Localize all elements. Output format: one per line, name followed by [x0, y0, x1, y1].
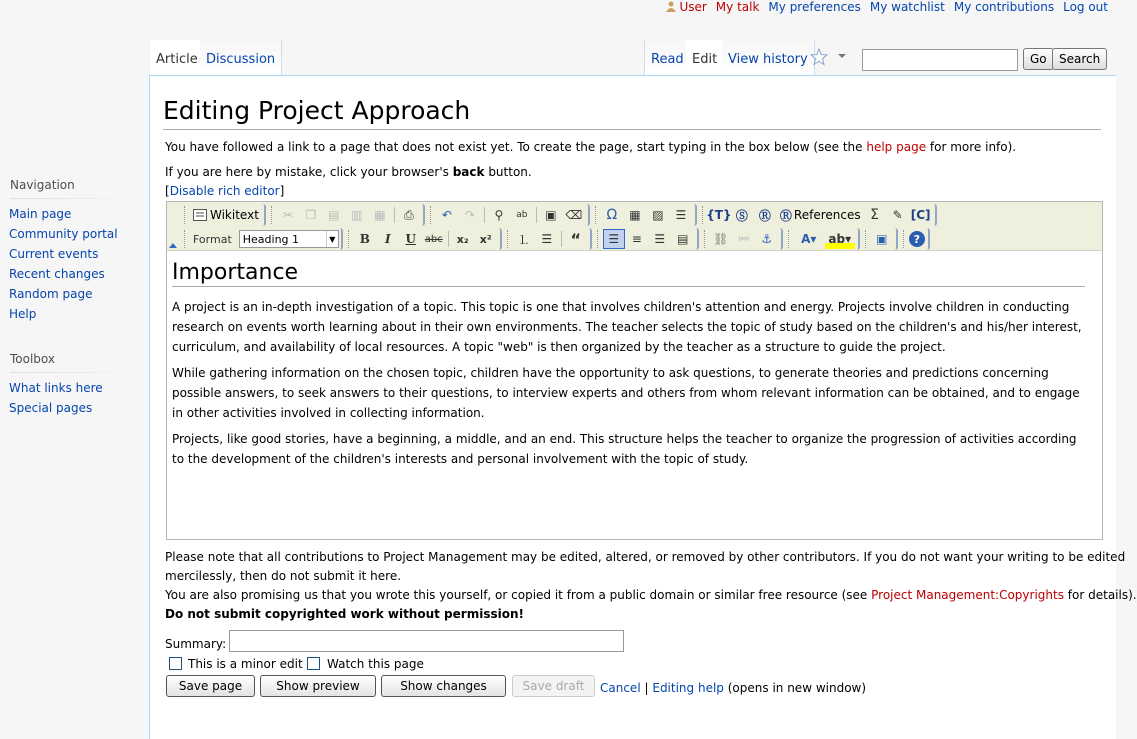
references-icon: Ⓡ [779, 208, 792, 223]
contribution-note-2: mercilessly, then do not submit it here. [165, 569, 402, 583]
personal-tools [666, 0, 1108, 16]
special-tag-icon[interactable]: ✎ [892, 208, 903, 222]
sidebar-item-community-portal[interactable]: Community portal [9, 227, 118, 241]
maximize-icon[interactable]: ▣ [876, 232, 888, 246]
summary-input[interactable] [229, 630, 624, 652]
toolbox-list [9, 378, 103, 418]
editing-help-link[interactable]: Editing help [652, 681, 724, 695]
editor-paragraph: A project is an in-depth investigation of a topic. This topic is one that involves children's attention and energy. Projects involve children in conducting research on events worth learning about in their own environments. The teacher selects the topic of study based on the children's and his/her interest, curriculum, and availability of local resources. A topic "web" is then organized by the teacher as a structure to guide the project. [172, 300, 1082, 354]
rich-editor-toggle: [Disable rich editor] [165, 184, 285, 198]
copyrights-link[interactable]: Project Management:Copyrights [871, 588, 1064, 602]
sidebar-item-special-pages[interactable]: Special pages [9, 401, 93, 415]
watch-star-icon[interactable] [810, 48, 828, 66]
sidebar [0, 36, 150, 739]
navigation-divider [10, 198, 140, 199]
subscript-icon[interactable]: x₂ [456, 232, 469, 246]
minor-edit-label[interactable]: This is a minor edit [188, 657, 303, 671]
user-link[interactable]: User [666, 0, 706, 16]
toolbar-grip [595, 206, 598, 224]
save-page-button[interactable]: Save page [166, 675, 255, 697]
chevron-down-icon: ▼ [326, 231, 338, 247]
mistake-text: If you are here by mistake, click your browser's back button. [165, 165, 532, 179]
blockquote-icon[interactable]: “ [570, 229, 582, 249]
category-icon[interactable]: [C] [910, 208, 931, 222]
special-char-icon[interactable]: Ω [606, 207, 618, 223]
text-color-icon[interactable]: A▾ [801, 232, 817, 246]
sidebar-item-current-events[interactable]: Current events [9, 247, 99, 261]
math-icon[interactable]: Σ [870, 207, 880, 223]
copyright-note: You are also promising us that you wrote this yourself, or copied it from a public domain or similar free resource (see Project Management:Copyrights for details). [165, 588, 1137, 602]
show-preview-button[interactable]: Show preview [260, 675, 376, 697]
go-button[interactable]: Go [1023, 48, 1054, 70]
toolbar-group-undo [436, 204, 590, 226]
align-justify-icon[interactable]: ▤ [677, 232, 689, 246]
toolbar-group-insert [601, 204, 697, 226]
image-icon[interactable]: ▨ [652, 208, 664, 222]
help-page-link[interactable]: help page [866, 140, 927, 154]
heading-divider [172, 286, 1085, 287]
toolbar-group-colors [794, 228, 860, 250]
underline-icon[interactable]: U [405, 232, 416, 246]
background-color-icon[interactable]: ab▾ [825, 229, 855, 249]
toolbox-divider [10, 372, 140, 373]
toolbar-group-source [190, 204, 266, 226]
toolbar-grip [597, 230, 600, 248]
signature-icon[interactable]: Ⓢ [735, 208, 748, 223]
align-center-icon[interactable]: ≡ [631, 232, 642, 246]
toolbar-grip [348, 230, 351, 248]
find-icon[interactable]: ⚲ [494, 208, 504, 222]
toolbar-grip [704, 230, 707, 248]
sidebar-item-recent-changes[interactable]: Recent changes [9, 267, 105, 281]
align-left-icon[interactable]: ☰ [603, 229, 625, 249]
sidebar-item-what-links-here[interactable]: What links here [9, 381, 103, 395]
rich-editor [166, 201, 1103, 540]
remove-format-icon[interactable]: ⌫ [565, 208, 583, 222]
show-changes-button[interactable]: Show changes [381, 675, 506, 697]
help-icon[interactable]: ? [909, 231, 925, 247]
editor-toolbar [167, 202, 1102, 251]
editor-heading: Importance [172, 260, 299, 285]
toolbar-grip [430, 206, 433, 224]
user-icon [666, 1, 676, 12]
toolbar-grip [788, 230, 791, 248]
link-icon[interactable]: ⛓ [713, 232, 729, 246]
my-preferences-link[interactable]: My preferences [768, 0, 861, 14]
editor-paragraph: While gathering information on the chosen topic, children have the opportunity to ask questions, to generate theories and predictions concerning possible answers, to seek answers to their questions, to interview experts and others from whom relevant information can be obtained, and to engage in other activities involved in collecting information. [172, 366, 1080, 420]
tab-article[interactable]: Article [150, 40, 205, 76]
form-links: Cancel | Editing help (opens in new window) [600, 681, 867, 695]
toolbar-group-links [710, 228, 783, 250]
format-select[interactable]: Heading 1 ▼ [239, 230, 339, 248]
template-icon[interactable]: {T} [706, 208, 732, 222]
my-watchlist-link[interactable]: My watchlist [869, 0, 945, 14]
paste-icon[interactable]: ▤ [328, 208, 340, 222]
sidebar-item-main-page[interactable]: Main page [9, 207, 72, 221]
align-right-icon[interactable]: ☰ [654, 232, 666, 246]
search-button[interactable]: Search [1052, 48, 1107, 70]
my-contributions-link[interactable]: My contributions [953, 0, 1055, 14]
toolbar-separator [559, 229, 565, 249]
paste-word-icon[interactable]: ▦ [374, 208, 386, 222]
copyright-warning: Do not submit copyrighted work without permission! [165, 607, 524, 621]
tab-edit[interactable]: Edit [686, 40, 724, 76]
collapse-toolbar-icon[interactable] [169, 242, 177, 248]
toolbar-group-help [909, 228, 930, 250]
references-button[interactable]: Ⓡ References [779, 208, 861, 223]
toolbar-group-align [603, 228, 699, 250]
anchor-icon[interactable]: ⚓ [761, 232, 773, 246]
navigation-heading: Navigation [10, 178, 75, 192]
table-icon[interactable]: ▦ [629, 208, 641, 222]
toolbar-group-wiki [708, 204, 937, 226]
contribution-note: Please note that all contributions to Project Management may be edited, altered, or removed by other contributors. If you do not want your writing to be edited [165, 550, 1126, 564]
editor-content[interactable] [172, 255, 1097, 535]
format-label: Format [193, 232, 232, 246]
undo-icon[interactable]: ↶ [441, 208, 452, 222]
toolbar-grip [865, 230, 868, 248]
paste-text-icon[interactable]: ▥ [351, 208, 363, 222]
horizontal-rule-icon[interactable]: ☰ [675, 208, 687, 222]
toolbar-grip [507, 230, 510, 248]
editor-paragraph: Projects, like good stories, have a beginning, a middle, and an end. This structure helps the teacher to organize the progression of activities according to the development of the children's interests and personal involvement with the topic of study. [172, 432, 1077, 466]
intro-text: You have followed a link to a page that does not exist yet. To create the page, start typing in the box below (see the help page for more info). [165, 140, 1017, 154]
page-title: Editing Project Approach [163, 96, 471, 125]
watch-page-label[interactable]: Watch this page [327, 657, 424, 671]
replace-icon[interactable]: ab [516, 210, 528, 220]
toolbar-grip [702, 206, 705, 224]
my-talk-link[interactable]: My talk [715, 0, 760, 14]
toolbar-grip [903, 230, 906, 248]
title-divider [163, 129, 1101, 130]
toolbar-grip [271, 206, 274, 224]
toolbox-heading: Toolbox [10, 352, 55, 366]
toolbar-row-1 [181, 203, 939, 227]
source-icon [193, 209, 207, 221]
toolbar-group-clipboard [277, 204, 425, 226]
wikitext-button[interactable]: Wikitext [190, 205, 262, 225]
tab-view-history[interactable]: View history [722, 40, 815, 76]
toolbar-group-basic [354, 228, 502, 250]
tab-read[interactable]: Read [644, 40, 691, 76]
disable-rich-editor-link[interactable]: Disable rich editor [169, 184, 280, 198]
strike-icon[interactable]: abc [424, 233, 443, 245]
cancel-link[interactable]: Cancel [600, 681, 641, 695]
toolbar-separator [482, 205, 488, 225]
sidebar-item-help[interactable]: Help [9, 307, 37, 321]
unlink-icon[interactable]: ⚯ [738, 232, 749, 246]
toolbar-grip [184, 230, 187, 248]
navigation-list [9, 204, 118, 324]
bold-icon[interactable]: B [359, 232, 370, 246]
save-draft-button[interactable]: Save draft [512, 675, 595, 697]
bulleted-list-icon[interactable]: ☰ [541, 232, 553, 246]
toolbar-row-2 [181, 227, 932, 251]
copy-icon[interactable]: ❐ [305, 208, 317, 222]
numbered-list-icon[interactable]: ⒈ [517, 232, 530, 247]
redo-icon[interactable]: ↷ [464, 208, 475, 222]
watch-page-checkbox[interactable] [307, 657, 320, 670]
cut-icon[interactable]: ✂ [282, 208, 293, 222]
toolbar-group-lists [513, 228, 592, 250]
italic-icon[interactable]: I [384, 232, 391, 246]
search-input[interactable] [862, 49, 1018, 71]
log-out-link[interactable]: Log out [1063, 0, 1108, 14]
sidebar-item-random-page[interactable]: Random page [9, 287, 93, 301]
summary-label: Summary: [165, 637, 227, 651]
ref-icon[interactable]: Ⓡ [758, 208, 771, 223]
toolbar-group-format [190, 228, 343, 250]
toolbar-separator [392, 205, 398, 225]
toolbar-group-tools [871, 228, 898, 250]
minor-edit-checkbox[interactable] [169, 657, 182, 670]
toolbar-separator [534, 205, 540, 225]
chevron-down-icon[interactable] [836, 50, 848, 62]
superscript-icon[interactable]: x² [479, 232, 492, 246]
toolbar-grip [184, 206, 187, 224]
select-all-icon[interactable]: ▣ [545, 208, 557, 222]
print-icon[interactable]: ⎙ [404, 207, 414, 222]
toolbar-separator [446, 229, 452, 249]
tab-discussion[interactable]: Discussion [200, 40, 282, 76]
